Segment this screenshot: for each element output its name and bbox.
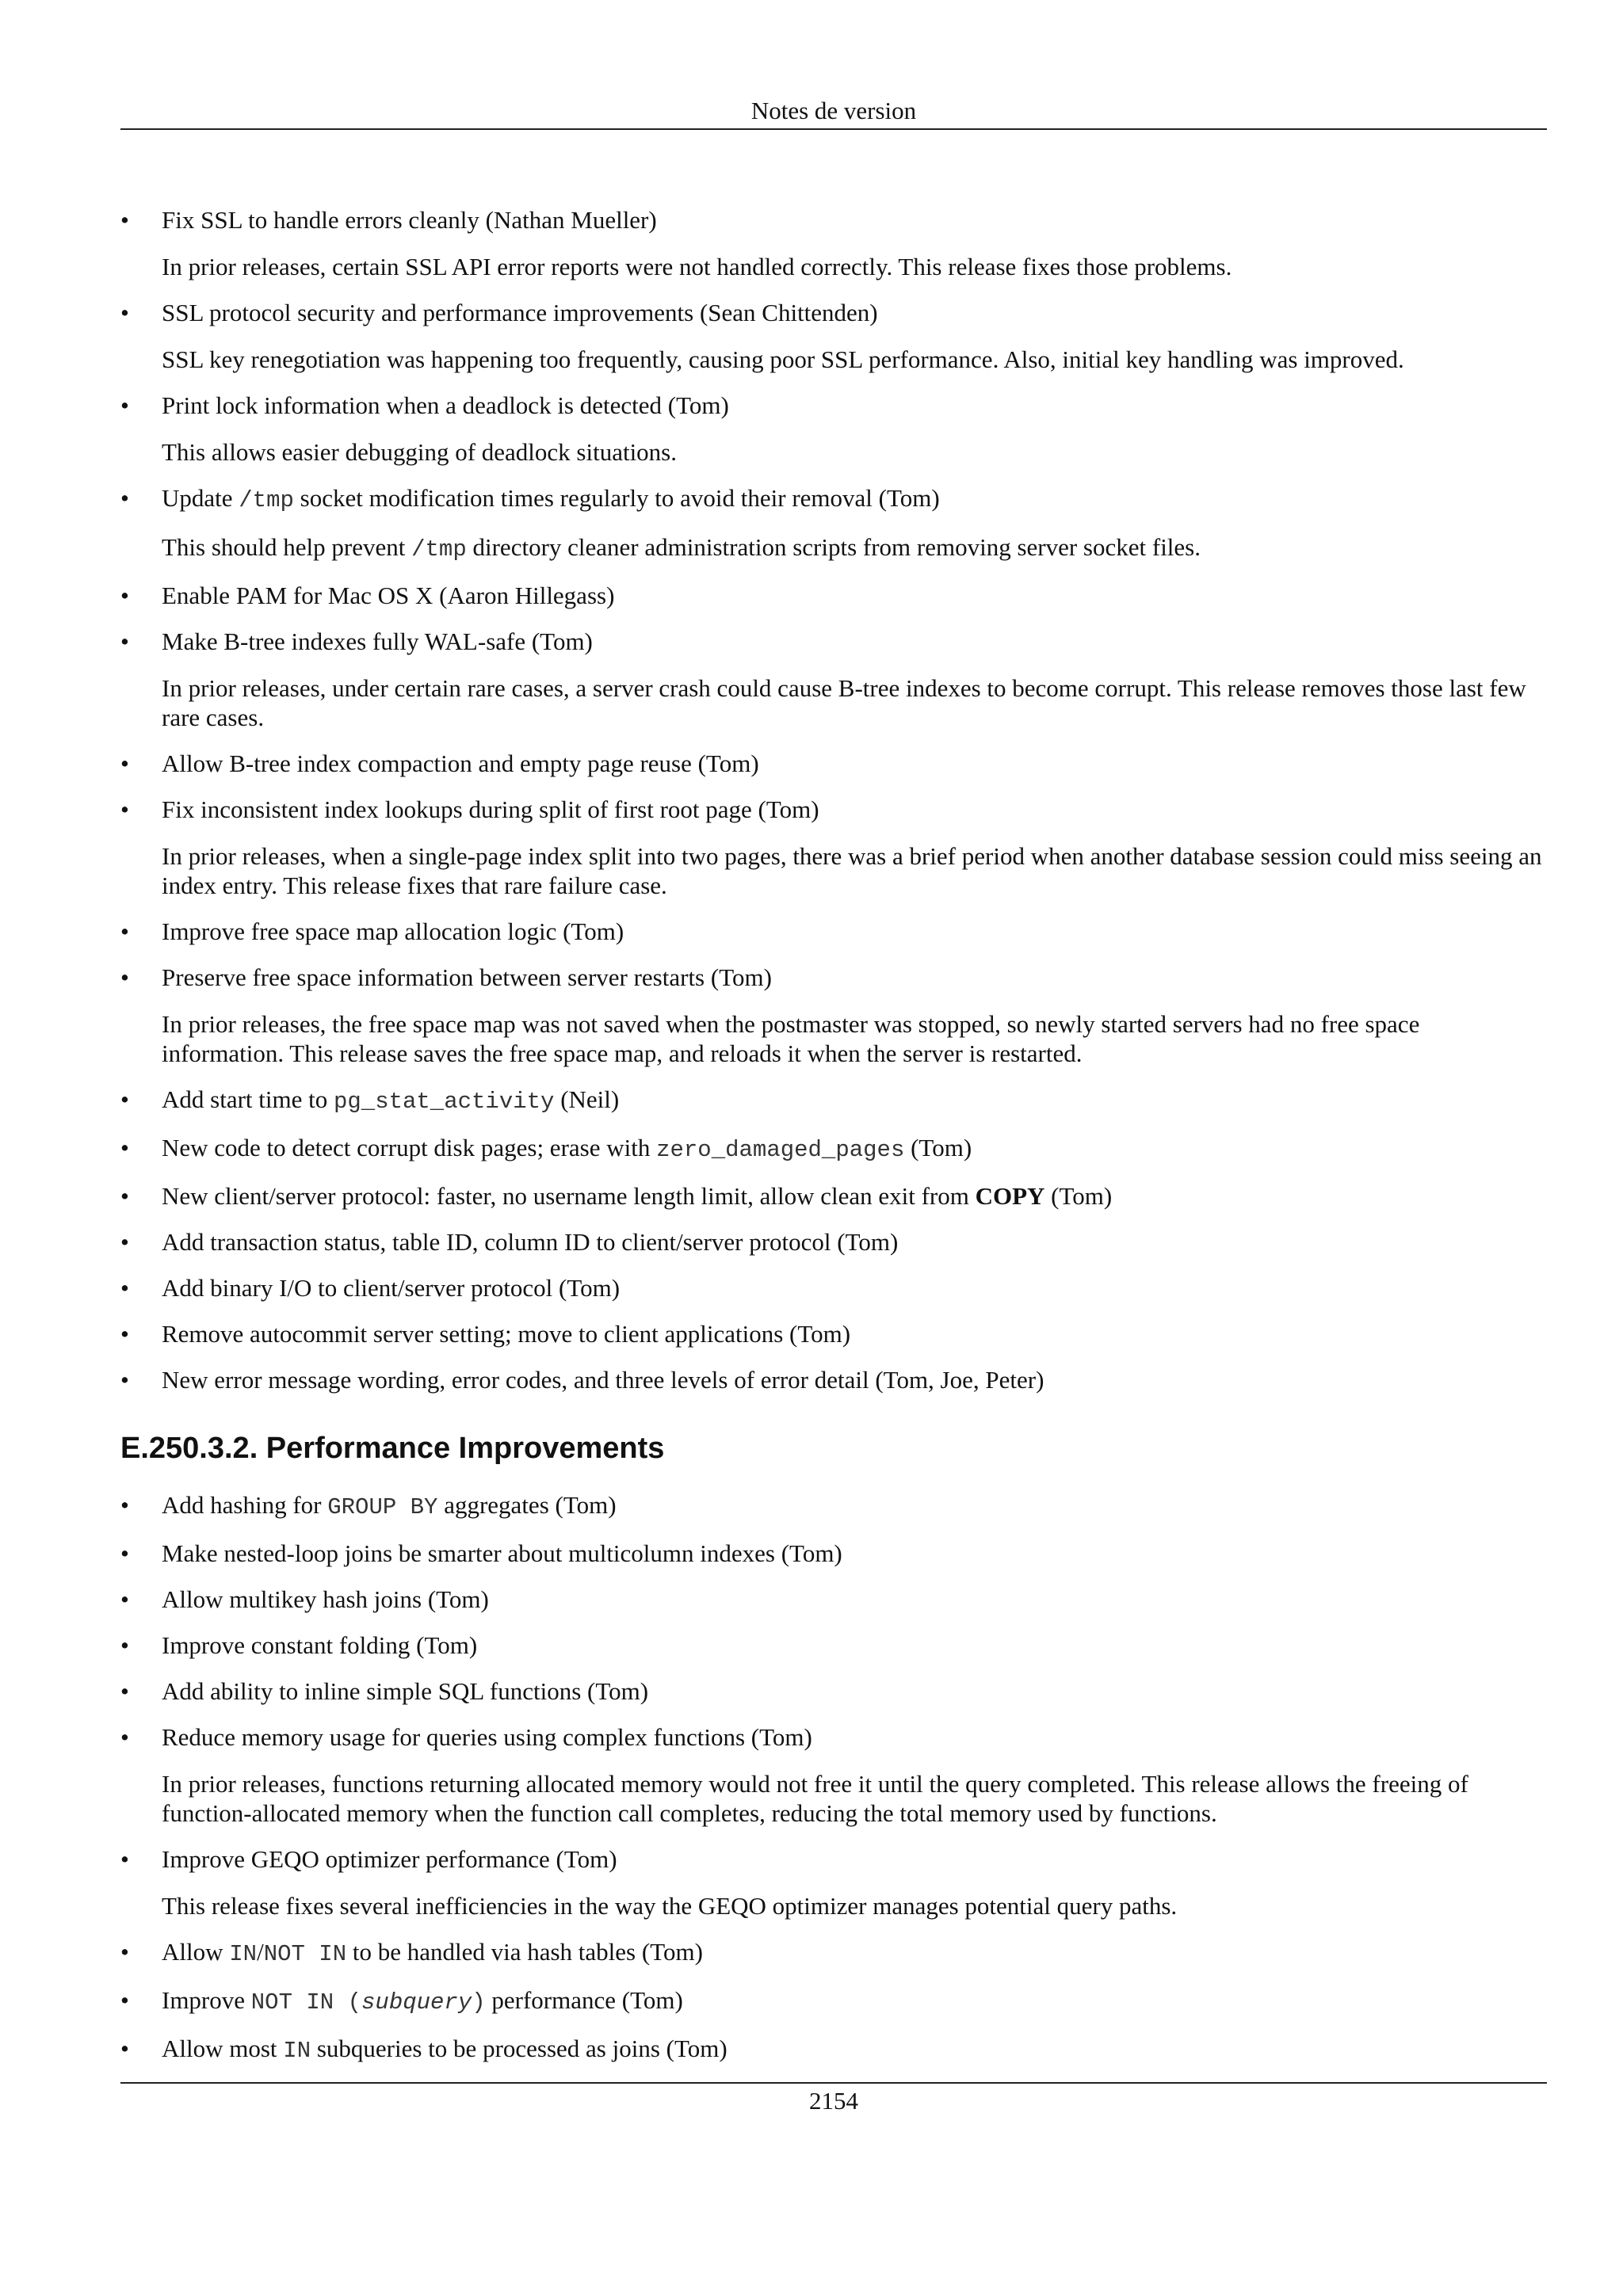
list-item xyxy=(120,1845,1547,1920)
list-item xyxy=(120,917,1547,946)
text-run: Add transaction status, table ID, column ID to client/server protocol (Tom) xyxy=(162,1228,899,1256)
item-heading xyxy=(162,749,1547,778)
text-run: Make nested-loop joins be smarter about multicolumn indexes (Tom) xyxy=(162,1539,842,1567)
bullet-icon: • xyxy=(120,1134,129,1161)
code-text: IN xyxy=(283,2038,311,2064)
text-run: This should help prevent xyxy=(162,533,412,561)
list-item xyxy=(120,1366,1547,1394)
bullet-icon: • xyxy=(120,1585,129,1613)
text-run: / xyxy=(257,1938,264,1966)
bullet-icon: • xyxy=(120,1631,129,1659)
bullet-icon: • xyxy=(120,795,129,823)
code-text: /tmp xyxy=(239,487,294,513)
code-text: IN xyxy=(229,1941,258,1967)
item-heading xyxy=(162,484,1547,515)
item-heading xyxy=(162,1274,1547,1302)
section-title: E.250.3.2. Performance Improvements xyxy=(120,1432,665,1465)
text-run: Improve GEQO optimizer performance (Tom) xyxy=(162,1845,617,1873)
release-notes-list xyxy=(120,206,1547,1394)
list-item xyxy=(120,582,1547,610)
text-run: Fix inconsistent index lookups during split of first root page (Tom) xyxy=(162,795,819,823)
item-heading xyxy=(162,963,1547,992)
code-text: subquery xyxy=(361,1989,472,2016)
list-item xyxy=(120,484,1547,564)
text-run: Improve xyxy=(162,1986,251,2014)
bullet-icon: • xyxy=(120,582,129,609)
bullet-icon: • xyxy=(120,749,129,777)
item-heading xyxy=(162,1845,1547,1874)
item-heading xyxy=(162,1539,1547,1568)
bullet-icon: • xyxy=(120,917,129,945)
item-heading xyxy=(162,299,1547,327)
list-item xyxy=(120,1631,1547,1660)
text-run: directory cleaner administration scripts from removing server socket files. xyxy=(466,533,1201,561)
text-run: Remove autocommit server setting; move to client applications (Tom) xyxy=(162,1320,851,1348)
bullet-icon: • xyxy=(120,299,129,326)
text-run: Allow most xyxy=(162,2035,284,2062)
list-item xyxy=(120,1938,1547,1969)
item-heading xyxy=(162,1085,1547,1116)
list-item xyxy=(120,1539,1547,1568)
text-run: Improve free space map allocation logic (Tom) xyxy=(162,917,624,945)
list-item xyxy=(120,1491,1547,1522)
bullet-icon: • xyxy=(120,1366,129,1394)
text-run: Reduce memory usage for queries using complex functions (Tom) xyxy=(162,1723,812,1751)
text-run: performance (Tom) xyxy=(485,1986,683,2014)
item-heading xyxy=(162,2035,1547,2065)
text-run: Fix SSL to handle errors cleanly (Nathan Mueller) xyxy=(162,206,657,234)
item-heading xyxy=(162,1723,1547,1752)
bullet-icon: • xyxy=(120,1986,129,2014)
list-item xyxy=(120,749,1547,778)
list-item xyxy=(120,1585,1547,1614)
bullet-icon: • xyxy=(120,206,129,234)
item-heading xyxy=(162,206,1547,235)
code-text: GROUP BY xyxy=(327,1494,438,1520)
text-run: Add hashing for xyxy=(162,1491,328,1519)
list-item xyxy=(120,206,1547,281)
code-text: /tmp xyxy=(411,536,467,563)
page-header: Notes de version xyxy=(750,97,917,124)
item-heading xyxy=(162,1134,1547,1165)
item-description xyxy=(162,532,1547,564)
text-run: socket modification times regularly to avoid their removal (Tom) xyxy=(293,484,940,512)
text-run: aggregates (Tom) xyxy=(437,1491,617,1519)
bullet-icon: • xyxy=(120,1228,129,1256)
item-heading xyxy=(162,627,1547,656)
item-description: In prior releases, the free space map was not saved when the postmaster was stopped, so newly started servers had no free space information. This release saves the free space map, and reloads it when the server is restarted. xyxy=(162,1010,1420,1067)
item-description: In prior releases, when a single-page index split into two pages, there was a brief period when another database session could miss seeing an index entry. This release fixes that rare failure case. xyxy=(162,842,1542,899)
text-run: Allow xyxy=(162,1938,230,1966)
list-item xyxy=(120,1986,1547,2017)
item-heading xyxy=(162,1585,1547,1614)
bullet-icon: • xyxy=(120,1491,129,1519)
item-description: In prior releases, certain SSL API error reports were not handled correctly. This release fixes those problems. xyxy=(162,253,1232,280)
bullet-icon: • xyxy=(120,1182,129,1210)
item-heading xyxy=(162,917,1547,946)
text-run: (Neil) xyxy=(554,1085,620,1113)
bullet-icon: • xyxy=(120,1085,129,1113)
text-run: Print lock information when a deadlock is detected (Tom) xyxy=(162,391,729,419)
list-item xyxy=(120,627,1547,732)
item-heading xyxy=(162,1228,1547,1257)
code-text: zero_damaged_pages xyxy=(656,1137,905,1163)
list-item xyxy=(120,299,1547,374)
item-heading xyxy=(162,1182,1547,1211)
text-run: subqueries to be processed as joins (Tom) xyxy=(311,2035,727,2062)
item-description: In prior releases, functions returning allocated memory would not free it until the query completed. This release allows the freeing of function-allocated memory when the function call completes, reducing the total memory used by functions. xyxy=(162,1770,1468,1827)
item-heading xyxy=(162,1938,1547,1969)
list-item xyxy=(120,391,1547,467)
list-item xyxy=(120,1228,1547,1257)
bullet-icon: • xyxy=(120,1320,129,1348)
text-run: SSL protocol security and performance improvements (Sean Chittenden) xyxy=(162,299,878,326)
text-run: Add binary I/O to client/server protocol (Tom) xyxy=(162,1274,621,1302)
item-heading xyxy=(162,1986,1547,2017)
item-heading xyxy=(162,1677,1547,1706)
text-run: New code to detect corrupt disk pages; erase with xyxy=(162,1134,657,1161)
bullet-icon: • xyxy=(120,1938,129,1966)
code-text: pg_stat_activity xyxy=(333,1089,555,1115)
code-text: NOT IN xyxy=(263,1941,347,1967)
bullet-icon: • xyxy=(120,1677,129,1705)
footer-rule xyxy=(120,2082,1547,2084)
text-run: Improve constant folding (Tom) xyxy=(162,1631,478,1659)
bullet-icon: • xyxy=(120,484,129,512)
text-run: Allow multikey hash joins (Tom) xyxy=(162,1585,489,1613)
list-item xyxy=(120,2035,1547,2065)
page-number: 2154 xyxy=(809,2087,858,2115)
list-item xyxy=(120,1134,1547,1165)
text-run: Allow B-tree index compaction and empty page reuse (Tom) xyxy=(162,749,759,777)
item-description: SSL key renegotiation was happening too frequently, causing poor SSL performance. Also, initial key handling was improved. xyxy=(162,345,1404,373)
text-run: New error message wording, error codes, and three levels of error detail (Tom, Joe, Peter) xyxy=(162,1366,1044,1394)
item-heading xyxy=(162,1491,1547,1522)
header-rule xyxy=(120,128,1547,130)
bullet-icon: • xyxy=(120,1274,129,1302)
item-heading xyxy=(162,1366,1547,1394)
text-run: (Tom) xyxy=(1044,1182,1113,1210)
text-run: Enable PAM for Mac OS X (Aaron Hillegass) xyxy=(162,582,615,609)
item-heading xyxy=(162,582,1547,610)
item-heading xyxy=(162,391,1547,420)
bold-text: COPY xyxy=(975,1182,1045,1210)
item-heading xyxy=(162,795,1547,824)
list-item xyxy=(120,1677,1547,1706)
bullet-icon: • xyxy=(120,627,129,655)
text-run: to be handled via hash tables (Tom) xyxy=(346,1938,703,1966)
list-item xyxy=(120,963,1547,1068)
text-run: Preserve free space information between server restarts (Tom) xyxy=(162,963,772,991)
text-run: Add start time to xyxy=(162,1085,334,1113)
list-item xyxy=(120,1320,1547,1348)
text-run: (Tom) xyxy=(904,1134,972,1161)
list-item xyxy=(120,1274,1547,1302)
bullet-icon: • xyxy=(120,2035,129,2062)
list-item xyxy=(120,795,1547,900)
text-run: Update xyxy=(162,484,239,512)
bullet-icon: • xyxy=(120,1539,129,1567)
bullet-icon: • xyxy=(120,963,129,991)
list-item xyxy=(120,1723,1547,1828)
item-description: In prior releases, under certain rare cases, a server crash could cause B-tree indexes to become corrupt. This release removes those last few rare cases. xyxy=(162,674,1526,731)
performance-improvements-list xyxy=(120,1491,1547,2065)
code-text: ) xyxy=(472,1989,486,2016)
text-run: Make B-tree indexes fully WAL-safe (Tom) xyxy=(162,627,593,655)
item-description: This allows easier debugging of deadlock situations. xyxy=(162,438,678,466)
page-content xyxy=(120,206,1547,2083)
item-description: This release fixes several inefficiencies in the way the GEQO optimizer manages potential query paths. xyxy=(162,1892,1178,1920)
list-item xyxy=(120,1182,1547,1211)
bullet-icon: • xyxy=(120,391,129,419)
text-run: Add ability to inline simple SQL functions (Tom) xyxy=(162,1677,649,1705)
bullet-icon: • xyxy=(120,1845,129,1873)
item-heading xyxy=(162,1320,1547,1348)
item-heading xyxy=(162,1631,1547,1660)
bullet-icon: • xyxy=(120,1723,129,1751)
list-item xyxy=(120,1085,1547,1116)
text-run: New client/server protocol: faster, no username length limit, allow clean exit from xyxy=(162,1182,976,1210)
code-text: NOT IN ( xyxy=(250,1989,362,2016)
